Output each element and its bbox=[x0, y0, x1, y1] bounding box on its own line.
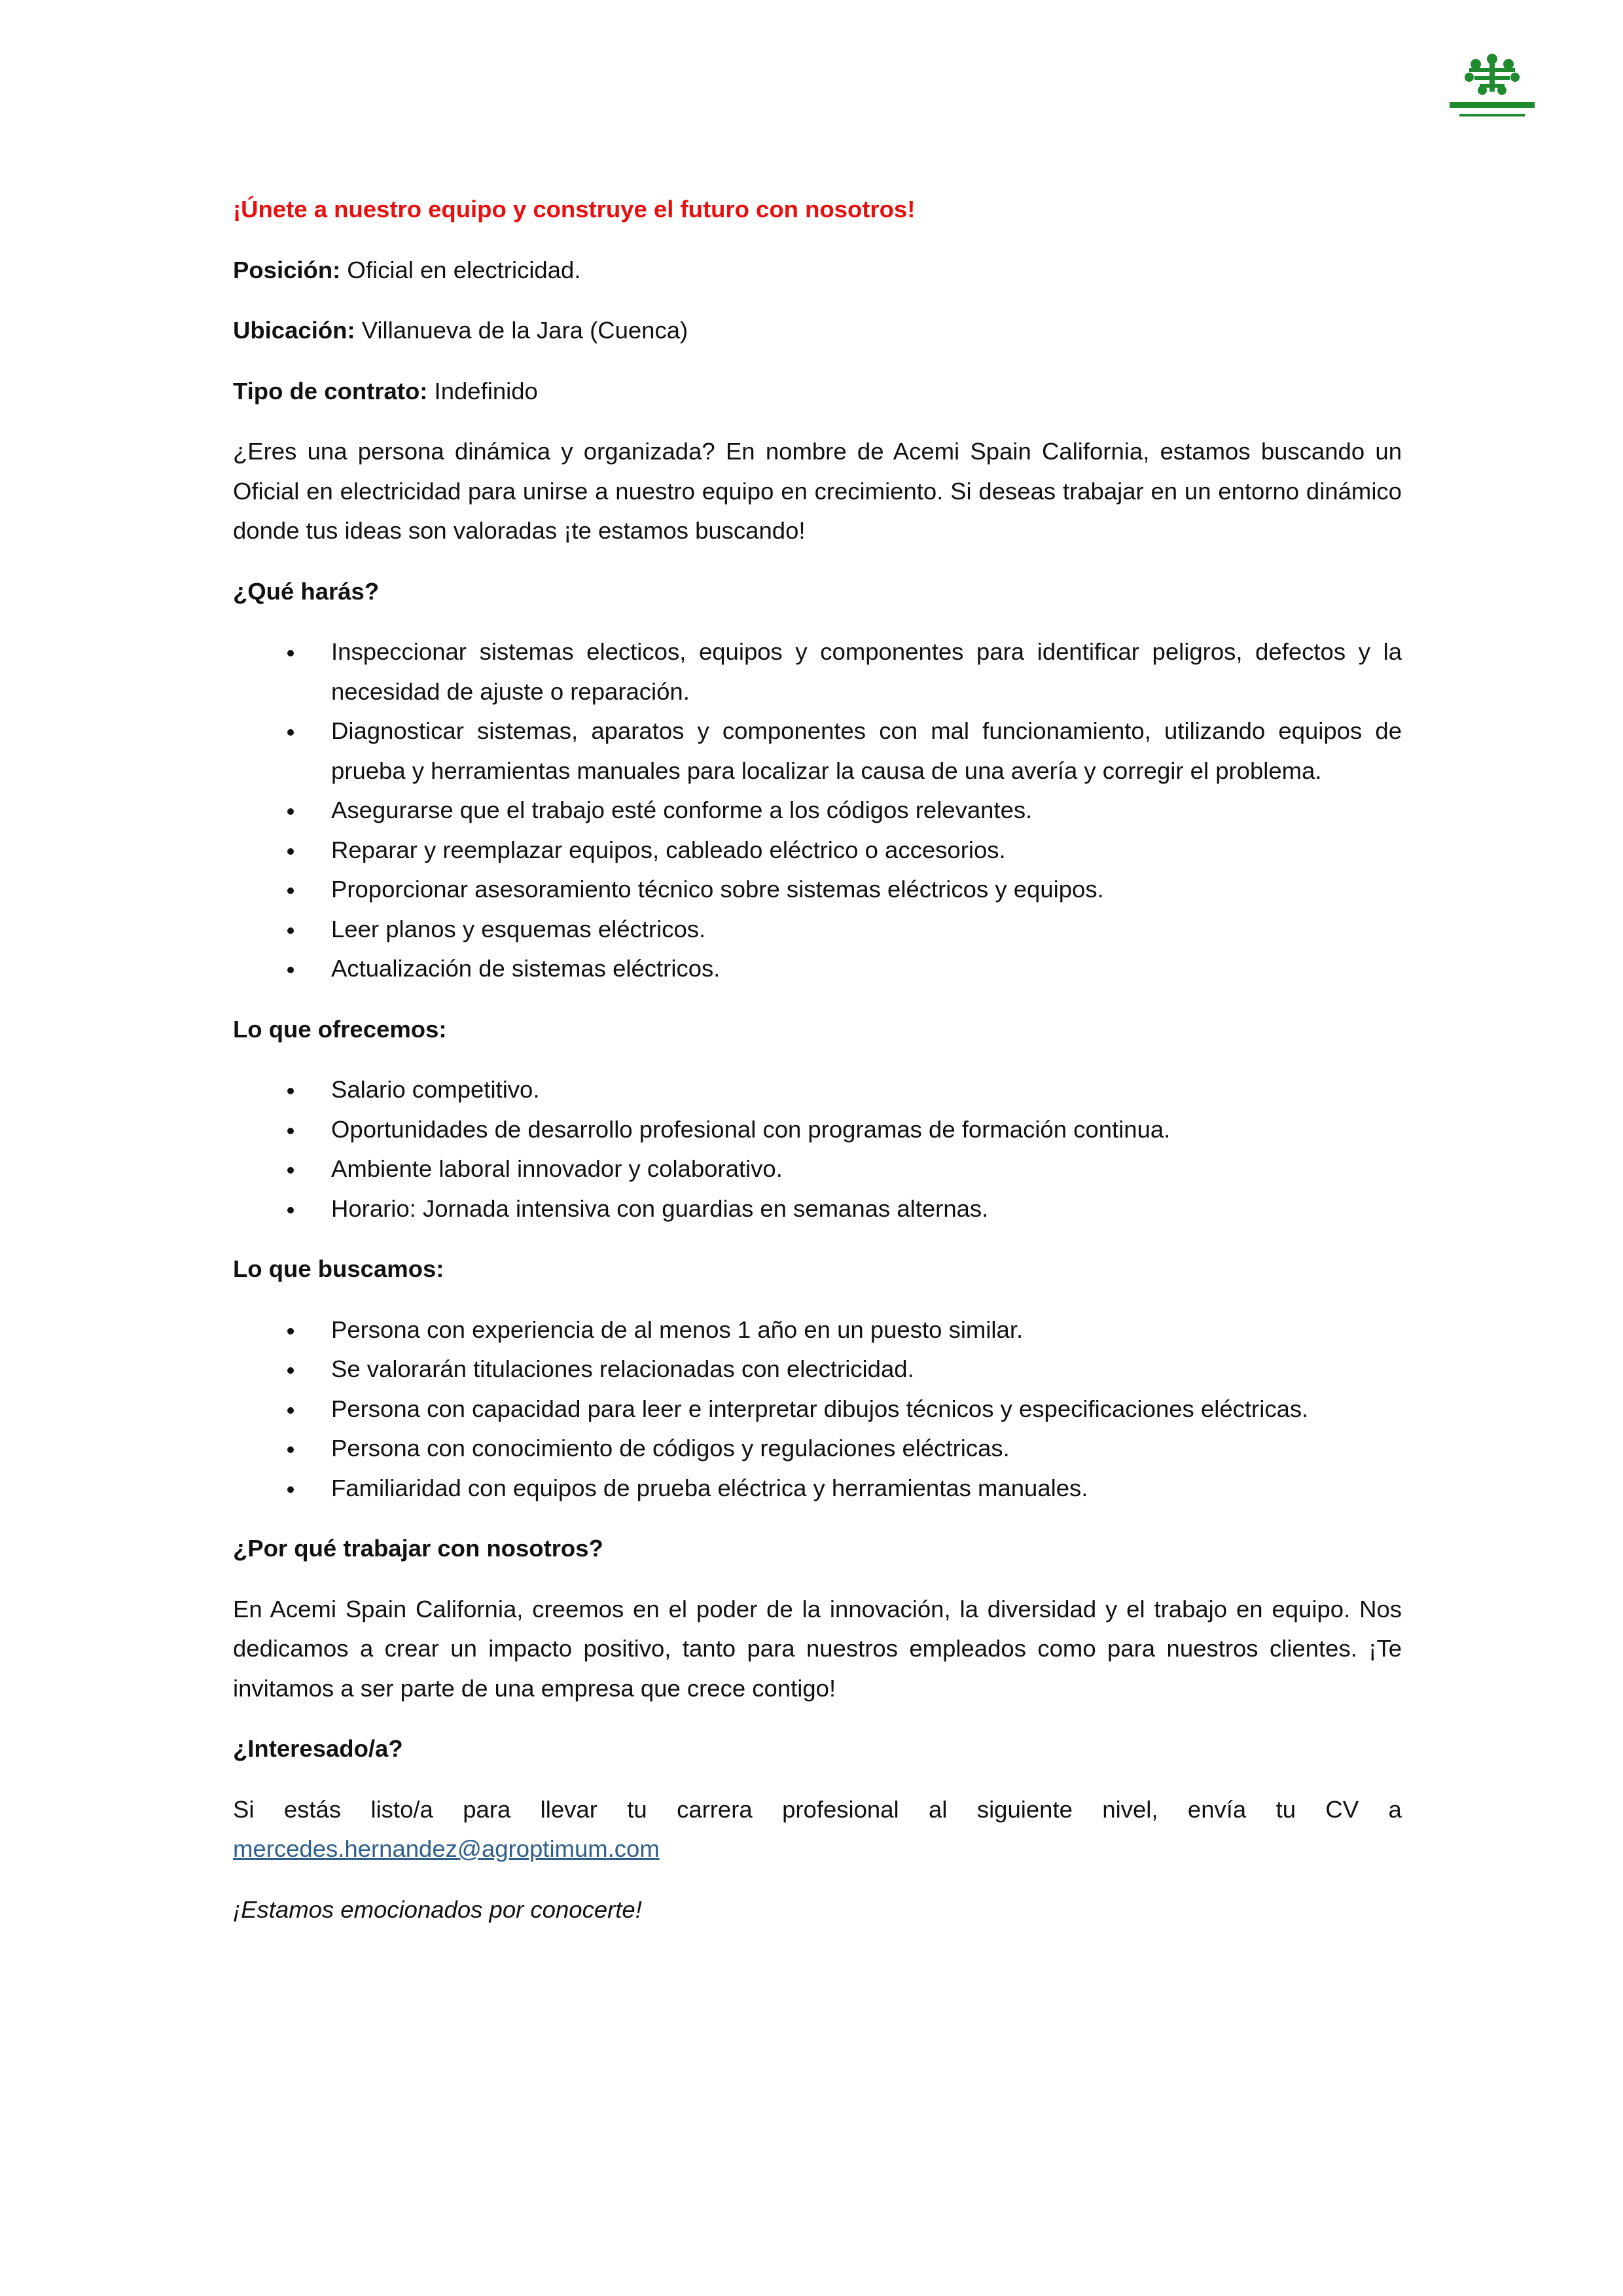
closing-text: ¡Estamos emocionados por conocerte! bbox=[233, 1895, 642, 1923]
list-item bbox=[233, 791, 1402, 831]
list-item bbox=[233, 1310, 1402, 1350]
word: carrera bbox=[677, 1795, 753, 1823]
requirements-list bbox=[233, 1310, 1402, 1509]
list-item-text: Reparar y reemplazar equipos, cableado eléctrico o accesorios. bbox=[331, 836, 1006, 863]
company-logo-icon bbox=[1443, 54, 1541, 132]
location-value: Villanueva de la Jara (Cuenca) bbox=[355, 317, 688, 344]
contract-type-label: Tipo de contrato: bbox=[233, 377, 428, 404]
bullet-icon bbox=[287, 848, 294, 855]
word: profesional bbox=[782, 1795, 899, 1823]
bullet-icon bbox=[287, 1486, 294, 1493]
tasks-list bbox=[233, 632, 1402, 989]
bullet-icon bbox=[287, 927, 294, 934]
list-item-text: Horario: Jornada intensiva con guardias en semanas alternas. bbox=[331, 1194, 989, 1222]
bullet-icon bbox=[287, 1167, 294, 1174]
list-item bbox=[233, 1390, 1402, 1429]
position-label: Posición: bbox=[233, 256, 341, 283]
bullet-icon bbox=[287, 1088, 294, 1094]
contract-type-value: Indefinido bbox=[427, 377, 538, 404]
email-link[interactable]: mercedes.hernandez@agroptimum.com bbox=[233, 1835, 660, 1862]
bullet-icon bbox=[287, 729, 294, 736]
list-item bbox=[233, 632, 1402, 711]
bullet-icon bbox=[287, 1407, 294, 1414]
position-field bbox=[233, 251, 1402, 291]
bullet-icon bbox=[287, 967, 294, 973]
list-item-text: Leer planos y esquemas eléctricos. bbox=[331, 915, 706, 942]
offer-list bbox=[233, 1070, 1402, 1229]
list-item-text: Oportunidades de desarrollo profesional con programas de formación continua. bbox=[331, 1115, 1171, 1143]
word: CV bbox=[1325, 1795, 1359, 1823]
list-item bbox=[233, 1189, 1402, 1229]
word: a bbox=[1388, 1795, 1402, 1823]
section-heading-tasks: ¿Qué harás? bbox=[233, 577, 380, 605]
list-item-text: Persona con conocimiento de códigos y regulaciones eléctricas. bbox=[331, 1435, 1010, 1462]
word: tu bbox=[1275, 1795, 1296, 1823]
list-item bbox=[233, 910, 1402, 950]
word: siguiente bbox=[976, 1795, 1073, 1823]
list-item-text: Persona con capacidad para leer e interpretar dibujos técnicos y especificaciones eléctricas. bbox=[331, 1395, 1309, 1422]
list-item bbox=[233, 831, 1402, 870]
word: envía bbox=[1187, 1795, 1247, 1823]
word: tu bbox=[627, 1795, 647, 1823]
intro-paragraph: ¿Eres una persona dinámica y organizada? En nombre de Acemi Spain California, estamos buscando un Oficial en electricidad para unirse a nuestro equipo en crecimiento. Si deseas trabajar en un entorno dinámico donde tus ideas son valoradas ¡te estamos buscando! bbox=[233, 438, 1402, 544]
word: nivel, bbox=[1102, 1795, 1158, 1823]
list-item-text: Ambiente laboral innovador y colaborativo. bbox=[331, 1155, 783, 1182]
list-item-text: Inspeccionar sistemas electicos, equipos y componentes para identificar peligros, defectos y la necesidad de ajuste o reparación. bbox=[331, 638, 1402, 705]
bullet-icon bbox=[287, 1367, 294, 1374]
list-item bbox=[233, 1469, 1402, 1509]
interested-text-line bbox=[233, 1790, 1402, 1830]
section-heading-interested: ¿Interesado/a? bbox=[233, 1735, 403, 1762]
interested-paragraph bbox=[233, 1790, 1402, 1869]
headline: ¡Únete a nuestro equipo y construye el futuro con nosotros! bbox=[233, 196, 916, 223]
list-item bbox=[233, 870, 1402, 910]
list-item-text: Salario competitivo. bbox=[331, 1076, 540, 1103]
list-item-text: Proporcionar asesoramiento técnico sobre sistemas eléctricos y equipos. bbox=[331, 876, 1104, 903]
list-item bbox=[233, 1350, 1402, 1390]
list-item bbox=[233, 1429, 1402, 1469]
list-item-text: Persona con experiencia de al menos 1 año en un puesto similar. bbox=[331, 1316, 1024, 1343]
bullet-icon bbox=[287, 1128, 294, 1134]
list-item bbox=[233, 1110, 1402, 1150]
job-posting bbox=[233, 190, 1402, 1950]
section-heading-why: ¿Por qué trabajar con nosotros? bbox=[233, 1535, 603, 1562]
word: listo/a bbox=[370, 1795, 433, 1823]
position-value: Oficial en electricidad. bbox=[340, 256, 581, 283]
list-item bbox=[233, 949, 1402, 989]
word: estás bbox=[283, 1795, 342, 1823]
list-item-text: Se valorarán titulaciones relacionadas con electricidad. bbox=[331, 1355, 914, 1382]
bullet-icon bbox=[287, 650, 294, 656]
list-item bbox=[233, 1149, 1402, 1189]
contract-type-field bbox=[233, 372, 1402, 412]
list-item-text: Actualización de sistemas eléctricos. bbox=[331, 955, 721, 982]
location-label: Ubicación: bbox=[233, 317, 355, 344]
list-item-text: Asegurarse que el trabajo esté conforme a los códigos relevantes. bbox=[331, 797, 1033, 823]
list-item-text: Diagnosticar sistemas, aparatos y componentes con mal funcionamiento, utilizando equipos de prueba y herramientas manuales para localizar la causa de una avería y corregir el problema. bbox=[331, 717, 1402, 784]
why-paragraph: En Acemi Spain California, creemos en el poder de la innovación, la diversidad y el trabajo en equipo. Nos dedicamos a crear un impacto positivo, tanto para nuestros empleados como para nuestros clientes. ¡Te invitamos a ser parte de una empresa que crece contigo! bbox=[233, 1595, 1402, 1702]
list-item bbox=[233, 1070, 1402, 1110]
list-item bbox=[233, 711, 1402, 791]
section-heading-requirements: Lo que buscamos: bbox=[233, 1255, 444, 1282]
location-field bbox=[233, 311, 1402, 351]
word: al bbox=[929, 1795, 948, 1823]
bullet-icon bbox=[287, 888, 294, 894]
word: para bbox=[463, 1795, 511, 1823]
word: Si bbox=[233, 1795, 255, 1823]
list-item-text: Familiaridad con equipos de prueba eléctrica y herramientas manuales. bbox=[331, 1474, 1088, 1501]
bullet-icon bbox=[287, 1328, 294, 1335]
bullet-icon bbox=[287, 1207, 294, 1213]
section-heading-offer: Lo que ofrecemos: bbox=[233, 1015, 447, 1043]
bullet-icon bbox=[287, 808, 294, 815]
word: llevar bbox=[540, 1795, 597, 1823]
bullet-icon bbox=[287, 1446, 294, 1453]
